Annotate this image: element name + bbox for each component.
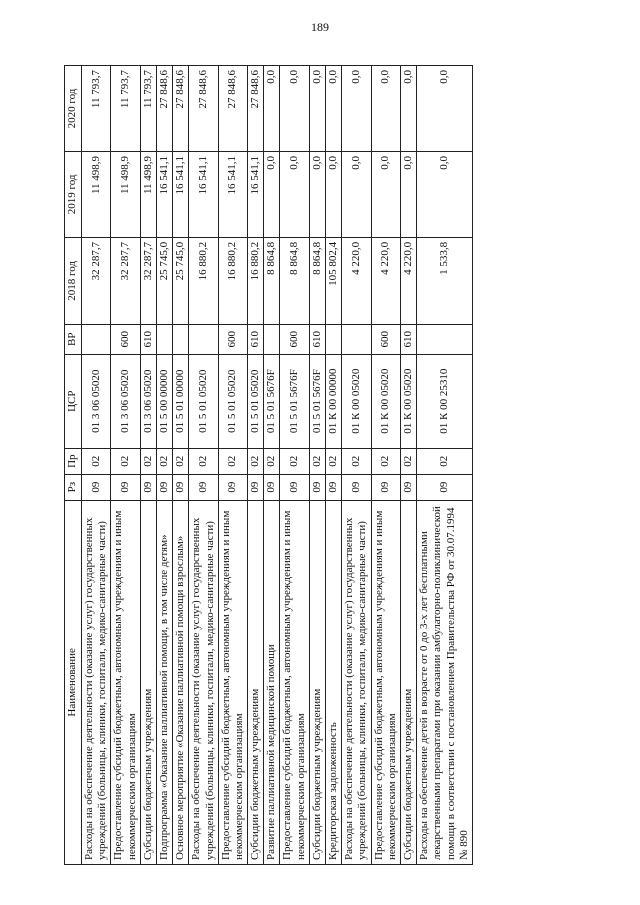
row-csr: 01 3 06 05020 (82, 354, 111, 448)
row-2019: 0,0 (280, 151, 309, 237)
row-rz: 09 (264, 474, 280, 500)
row-2018: 25 745,0 (173, 237, 189, 324)
row-vr: 610 (400, 324, 416, 354)
header-csr: ЦСР (65, 354, 82, 448)
header-name: Наименование (65, 500, 82, 864)
row-2020: 0,0 (264, 66, 280, 152)
budget-table-container (64, 65, 594, 865)
row-2018: 25 745,0 (156, 237, 172, 324)
header-vr: ВР (65, 324, 82, 354)
row-2020: 27 848,6 (173, 66, 189, 152)
row-2018: 32 287,7 (82, 237, 111, 324)
row-2019: 16 541,1 (189, 151, 218, 237)
row-2020: 11 793,7 (140, 66, 156, 152)
table-row (140, 66, 156, 865)
row-2018: 32 287,7 (140, 237, 156, 324)
table-row (82, 66, 111, 865)
row-2020: 27 848,6 (248, 66, 264, 152)
row-2018: 105 802,4 (326, 237, 342, 324)
row-2020: 27 848,6 (156, 66, 172, 152)
table-header-row (65, 66, 82, 865)
row-csr: 01 5 01 05020 (218, 354, 247, 448)
row-pr: 02 (342, 448, 371, 474)
row-csr: 01 3 06 05020 (111, 354, 140, 448)
row-rz: 09 (326, 474, 342, 500)
row-name: Предоставление субсидий бюджетным, автономным учреждениям и иным некоммерческим организациям (111, 500, 140, 864)
row-csr: 01 К 00 05020 (342, 354, 371, 448)
row-pr: 02 (156, 448, 172, 474)
row-csr: 01 К 00 25310 (417, 354, 473, 448)
row-rz: 09 (156, 474, 172, 500)
budget-table (64, 65, 473, 865)
row-name: Развитие паллиативной медицинской помощи (264, 500, 280, 864)
row-pr: 02 (140, 448, 156, 474)
row-vr: 600 (371, 324, 400, 354)
row-2019: 11 498,9 (140, 151, 156, 237)
row-2018: 1 533,8 (417, 237, 473, 324)
row-name: Субсидии бюджетным учреждениям (400, 500, 416, 864)
row-vr: 610 (140, 324, 156, 354)
row-2019: 16 541,1 (248, 151, 264, 237)
row-2020: 0,0 (417, 66, 473, 152)
row-name: Кредиторская задолженность (326, 500, 342, 864)
row-rz: 09 (82, 474, 111, 500)
row-rz: 09 (173, 474, 189, 500)
table-row (218, 66, 247, 865)
row-vr (417, 324, 473, 354)
row-pr: 02 (248, 448, 264, 474)
row-name: Расходы на обеспечение деятельности (оказание услуг) государственных учреждений (больницы, клиники, госпитали, медико-санитарные части) (189, 500, 218, 864)
row-pr: 02 (371, 448, 400, 474)
row-pr: 02 (264, 448, 280, 474)
page-number: 189 (311, 20, 329, 34)
row-rz: 09 (280, 474, 309, 500)
row-pr: 02 (173, 448, 189, 474)
row-2020: 0,0 (371, 66, 400, 152)
row-2020: 0,0 (309, 66, 325, 152)
row-2020: 0,0 (342, 66, 371, 152)
row-rz: 09 (400, 474, 416, 500)
table-row (309, 66, 325, 865)
row-csr: 01 5 01 5676F (264, 354, 280, 448)
row-2019: 0,0 (326, 151, 342, 237)
row-2019: 11 498,9 (82, 151, 111, 237)
header-2018: 2018 год (65, 237, 82, 324)
row-2018: 4 220,0 (342, 237, 371, 324)
row-pr: 02 (326, 448, 342, 474)
table-row (173, 66, 189, 865)
row-2020: 11 793,7 (82, 66, 111, 152)
row-2020: 0,0 (400, 66, 416, 152)
row-csr: 01 5 00 00000 (156, 354, 172, 448)
table-row (371, 66, 400, 865)
row-rz: 09 (111, 474, 140, 500)
row-2018: 16 880,2 (189, 237, 218, 324)
row-name: Расходы на обеспечение деятельности (оказание услуг) государственных учреждений (больницы, клиники, госпитали, медико-санитарные части) (342, 500, 371, 864)
row-name: Субсидии бюджетным учреждениям (140, 500, 156, 864)
row-name: Основное мероприятие «Оказание паллиативной помощи взрослым» (173, 500, 189, 864)
table-row (400, 66, 416, 865)
row-pr: 02 (111, 448, 140, 474)
row-2019: 16 541,1 (173, 151, 189, 237)
row-csr: 01 К 00 05020 (371, 354, 400, 448)
row-vr (189, 324, 218, 354)
row-2019: 0,0 (309, 151, 325, 237)
row-2018: 16 880,2 (248, 237, 264, 324)
row-name: Предоставление субсидий бюджетным, автономным учреждениям и иным некоммерческим организациям (280, 500, 309, 864)
table-row (189, 66, 218, 865)
row-2019: 16 541,1 (156, 151, 172, 237)
row-csr: 01 5 01 5676F (280, 354, 309, 448)
table-row (280, 66, 309, 865)
table-row (111, 66, 140, 865)
header-rz: Рз (65, 474, 82, 500)
row-2020: 27 848,6 (218, 66, 247, 152)
row-rz: 09 (218, 474, 247, 500)
table-row (248, 66, 264, 865)
table-row (156, 66, 172, 865)
row-vr (173, 324, 189, 354)
row-pr: 02 (309, 448, 325, 474)
row-pr: 02 (417, 448, 473, 474)
row-pr: 02 (189, 448, 218, 474)
header-2020: 2020 год (65, 66, 82, 152)
row-2020: 27 848,6 (189, 66, 218, 152)
row-name: Субсидии бюджетным учреждениям (309, 500, 325, 864)
row-2018: 16 880,2 (218, 237, 247, 324)
row-csr: 01 5 01 05020 (189, 354, 218, 448)
row-2019: 0,0 (400, 151, 416, 237)
row-name: Предоставление субсидий бюджетным, автономным учреждениям и иным некоммерческим организациям (218, 500, 247, 864)
row-2019: 11 498,9 (111, 151, 140, 237)
row-2020: 0,0 (280, 66, 309, 152)
row-name: Расходы на обеспечение деятельности (оказание услуг) государственных учреждений (больницы, клиники, госпитали, медико-санитарные части) (82, 500, 111, 864)
row-vr (326, 324, 342, 354)
row-2019: 0,0 (342, 151, 371, 237)
row-csr: 01 К 00 05020 (400, 354, 416, 448)
row-csr: 01 5 01 00000 (173, 354, 189, 448)
row-2019: 0,0 (264, 151, 280, 237)
row-name: Субсидии бюджетным учреждениям (248, 500, 264, 864)
row-2020: 0,0 (326, 66, 342, 152)
row-2018: 8 864,8 (264, 237, 280, 324)
row-csr: 01 5 01 05020 (248, 354, 264, 448)
row-2019: 16 541,1 (218, 151, 247, 237)
row-rz: 09 (189, 474, 218, 500)
row-2018: 8 864,8 (309, 237, 325, 324)
row-rz: 09 (371, 474, 400, 500)
table-row (326, 66, 342, 865)
row-2019: 0,0 (417, 151, 473, 237)
row-csr: 01 3 06 05020 (140, 354, 156, 448)
row-rz: 09 (417, 474, 473, 500)
row-pr: 02 (400, 448, 416, 474)
table-row (342, 66, 371, 865)
row-vr: 610 (309, 324, 325, 354)
row-name: Предоставление субсидий бюджетным, автономным учреждениям и иным некоммерческим организациям (371, 500, 400, 864)
row-pr: 02 (218, 448, 247, 474)
row-csr: 01 5 01 5676F (309, 354, 325, 448)
row-2018: 8 864,8 (280, 237, 309, 324)
row-vr: 600 (111, 324, 140, 354)
row-vr: 600 (218, 324, 247, 354)
row-vr (156, 324, 172, 354)
row-pr: 02 (82, 448, 111, 474)
row-2018: 32 287,7 (111, 237, 140, 324)
row-vr (264, 324, 280, 354)
header-2019: 2019 год (65, 151, 82, 237)
row-2018: 4 220,0 (400, 237, 416, 324)
row-csr: 01 К 00 00000 (326, 354, 342, 448)
header-pr: Пр (65, 448, 82, 474)
row-rz: 09 (342, 474, 371, 500)
row-vr (82, 324, 111, 354)
table-row (417, 66, 473, 865)
row-2020: 11 793,7 (111, 66, 140, 152)
row-2018: 4 220,0 (371, 237, 400, 324)
row-name: Расходы на обеспечение детей в возрасте от 0 до 3-х лет бесплатными лекарственными препаратами при оказании амбулаторно-поликлинической помощи в соответствии с постановлением Правительства РФ от 30.07.1994 № 890 (417, 500, 473, 864)
row-rz: 09 (309, 474, 325, 500)
row-rz: 09 (248, 474, 264, 500)
row-vr (342, 324, 371, 354)
row-vr: 600 (280, 324, 309, 354)
row-rz: 09 (140, 474, 156, 500)
table-row (264, 66, 280, 865)
row-name: Подпрограмма «Оказание паллиативной помощи, в том числе детям» (156, 500, 172, 864)
row-2019: 0,0 (371, 151, 400, 237)
row-vr: 610 (248, 324, 264, 354)
row-pr: 02 (280, 448, 309, 474)
